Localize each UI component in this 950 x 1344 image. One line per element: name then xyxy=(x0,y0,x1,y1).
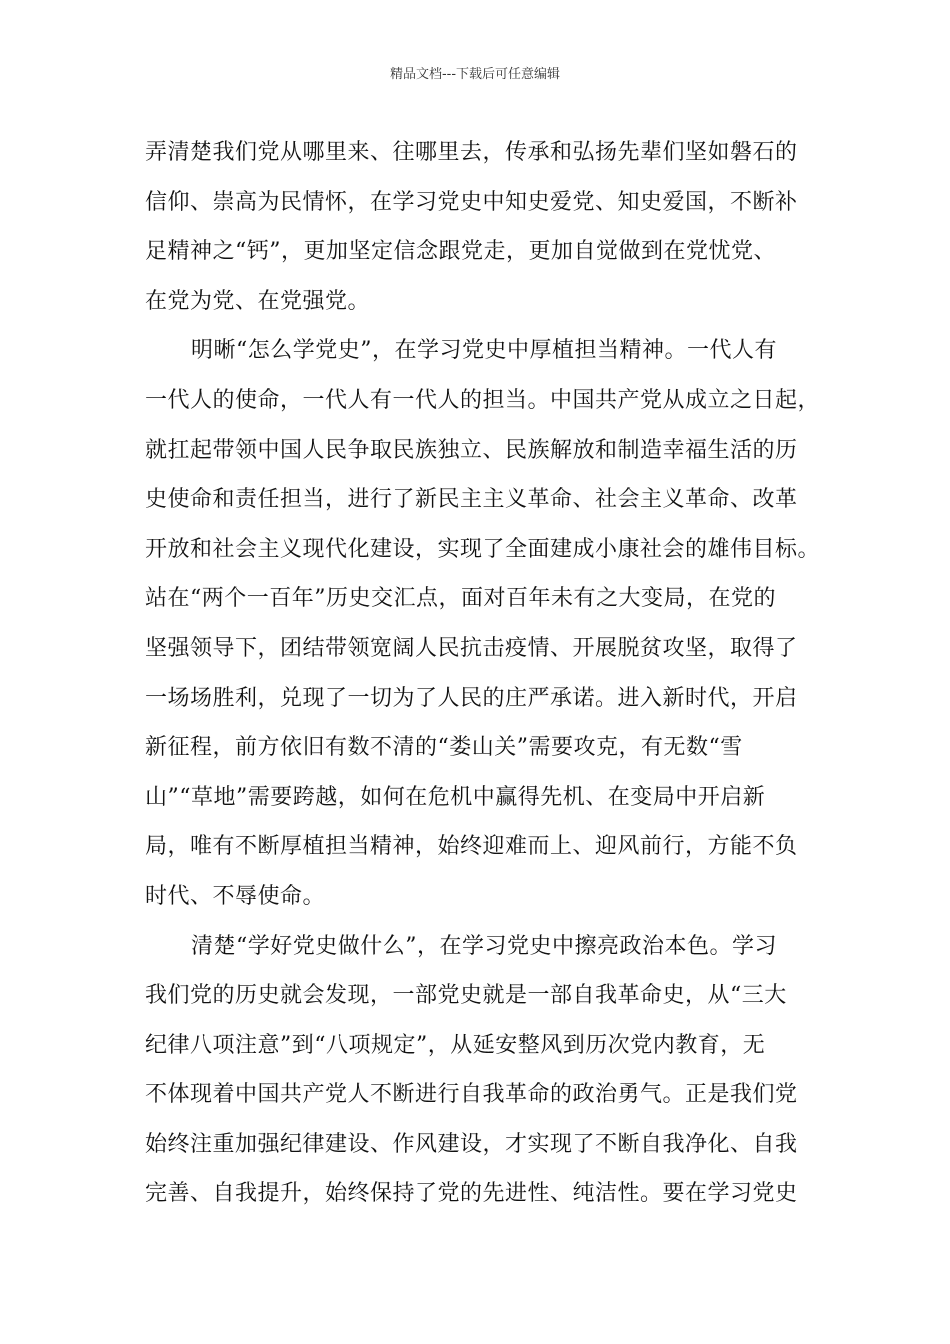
text-line: 完善、自我提升，始终保持了党的先进性、纯洁性。要在学习党史 xyxy=(145,1181,798,1207)
text-line: 史使命和责任担当，进行了新民主主义革命、社会主义革命、改革 xyxy=(145,487,798,513)
paragraph-first-line: 明晰“怎么学党史”，在学习党史中厚植担当精神。一代人有 xyxy=(191,338,777,364)
text-line: 一代人的使命，一代人有一代人的担当。中国共产党从成立之日起， xyxy=(145,387,821,413)
text-line: 一场场胜利，兑现了一切为了人民的庄严承诺。进入新时代，开启 xyxy=(145,685,798,711)
text-line: 纪律八项注意”到“八项规定”，从延安整风到历次党内教育，无 xyxy=(145,1032,766,1058)
page-header: 精品文档---下载后可任意编辑 xyxy=(389,67,561,82)
text-line: 新征程，前方依旧有数不清的“娄山关”需要攻克，有无数“雪 xyxy=(145,735,743,761)
text-line: 不体现着中国共产党人不断进行自我革命的政治勇气。正是我们党 xyxy=(145,1082,798,1108)
text-line: 足精神之“钙”，更加坚定信念跟党走，更加自觉做到在党忧党、 xyxy=(145,239,776,265)
text-line: 弄清楚我们党从哪里来、往哪里去，传承和弘扬先辈们坚如磐石的 xyxy=(145,140,798,165)
text-line: 坚强领导下，团结带领宽阔人民抗击疫情、开展脱贫攻坚，取得了 xyxy=(145,635,798,661)
text-line: 山”“草地”需要跨越，如何在危机中赢得先机、在变局中开启新 xyxy=(145,784,766,810)
text-line: 在党为党、在党强党。 xyxy=(145,288,371,314)
text-line: 站在“两个一百年”历史交汇点，面对百年未有之大变局，在党的 xyxy=(145,586,776,612)
text-line: 我们党的历史就会发现，一部党史就是一部自我革命史，从“三大 xyxy=(145,983,787,1009)
text-line: 始终注重加强纪律建设、作风建设，才实现了不断自我净化、自我 xyxy=(145,1131,798,1157)
text-line: 局，唯有不断厚植担当精神，始终迎难而上、迎风前行，方能不负 xyxy=(145,834,798,860)
document-body xyxy=(145,128,821,1219)
text-line: 就扛起带领中国人民争取民族独立、民族解放和制造幸福生活的历 xyxy=(145,437,798,463)
text-line: 开放和社会主义现代化建设，实现了全面建成小康社会的雄伟目标。 xyxy=(145,536,821,562)
paragraph-first-line: 清楚“学好党史做什么”，在学习党史中擦亮政治本色。学习 xyxy=(191,933,777,959)
text-line: 时代、不辱使命。 xyxy=(145,883,326,909)
text-line: 信仰、崇高为民情怀，在学习党史中知史爱党、知史爱国，不断补 xyxy=(145,189,798,215)
